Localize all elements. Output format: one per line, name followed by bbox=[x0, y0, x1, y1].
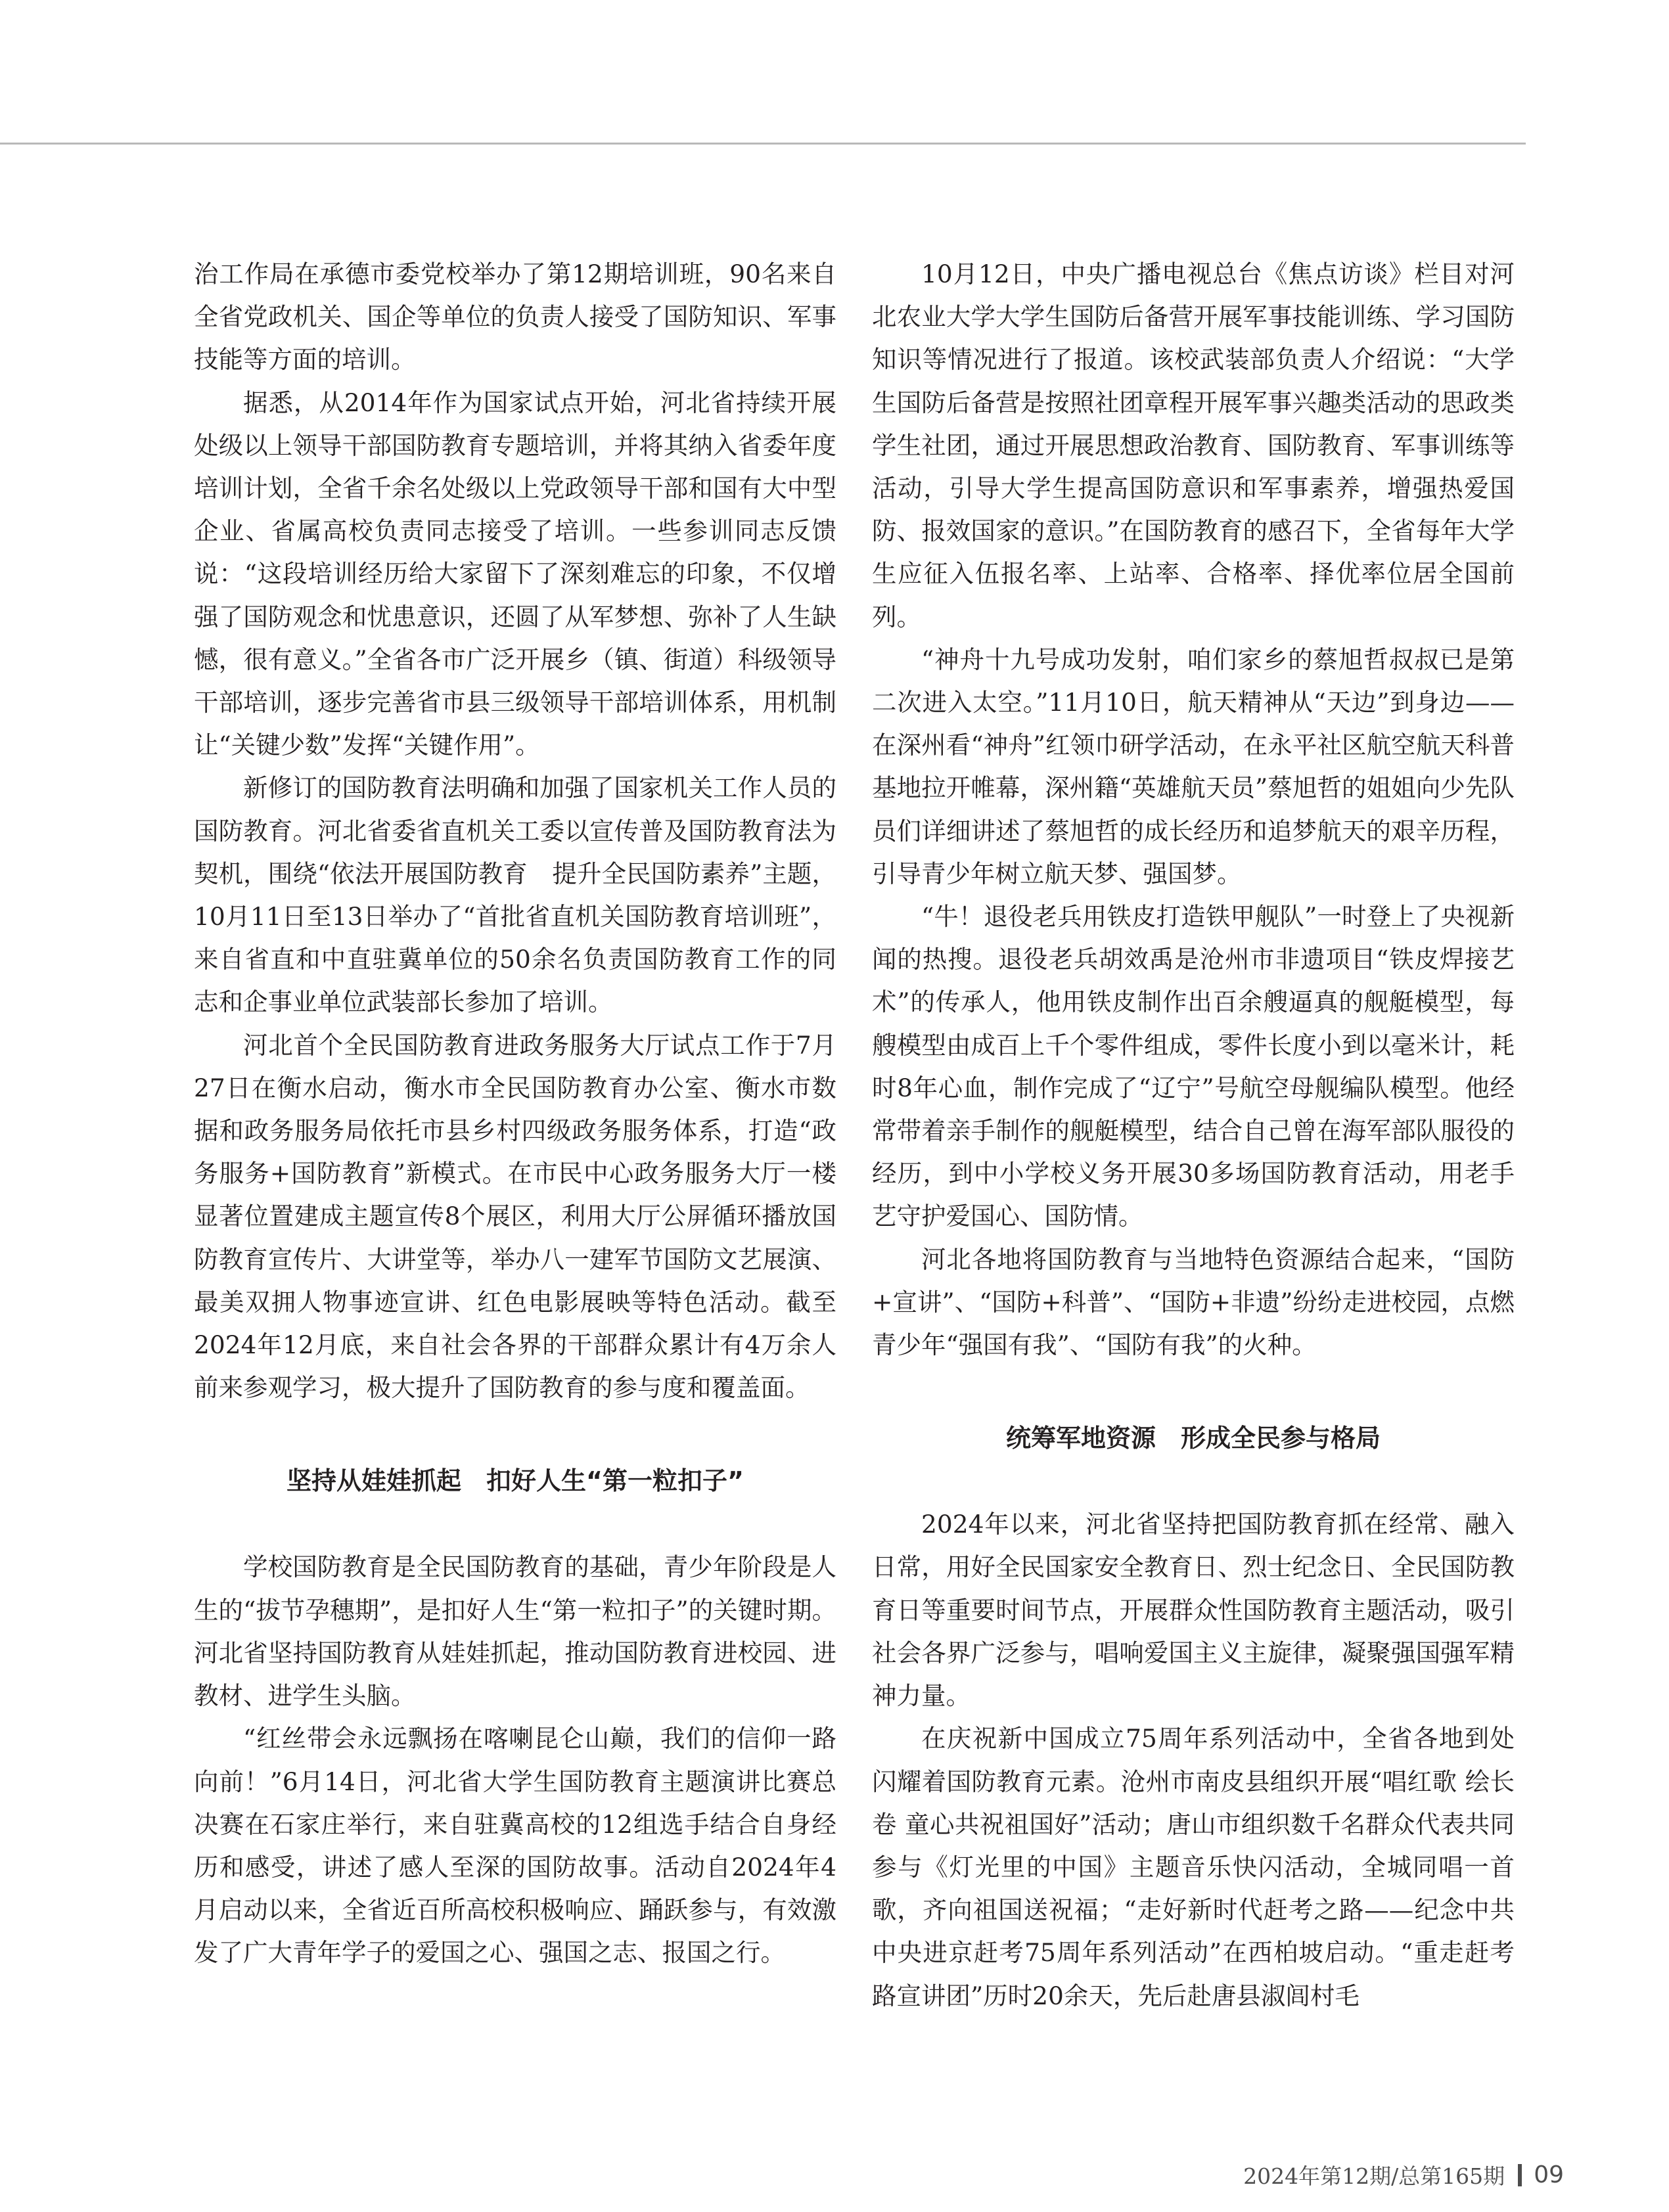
article-paragraph: 在庆祝新中国成立75周年系列活动中，全省各地到处闪耀着国防教育元素。沧州市南皮县组织开展“唱红歌 绘长卷 童心共祝祖国好”活动；唐山市组织数千名群众代表共同参与《灯光里的中国》主题音乐快闪活动，全城同唱一首歌，齐向祖国送祝福；“走好新时代赶考之路——纪念中共中央进京赶考75周年系列活动”在西柏坡启动。“重走赶考路宣讲团”历时20余天，先后赴唐县淑闾村毛 bbox=[872, 1724, 1515, 2010]
article-paragraph: 10月12日，中央广播电视总台《焦点访谈》栏目对河北农业大学大学生国防后备营开展军事技能训练、学习国防知识等情况进行了报道。该校武装部负责人介绍说：“大学生国防后备营是按照社团章程开展军事兴趣类活动的思政类学生社团，通过开展思想政治教育、国防教育、军事训练等活动，引导大学生提高国防意识和军事素养，增强热爱国防、报效国家的意识。”在国防教育的感召下，全省每年大学生应征入伍报名率、上站率、合格率、择优率位居全国前列。 bbox=[872, 260, 1515, 631]
article-paragraph: 学校国防教育是全民国防教育的基础，青少年阶段是人生的“拔节孕穗期”，是扣好人生“第一粒扣子”的关键时期。河北省坚持国防教育从娃娃抓起，推动国防教育进校园、进教材、进学生头脑。 bbox=[194, 1552, 836, 1711]
left-column bbox=[194, 253, 836, 1975]
article-paragraph: 河北各地将国防教育与当地特色资源结合起来，“国防+宣讲”、“国防+科普”、“国防+非遗”纷纷走进校园，点燃青少年“强国有我”、“国防有我”的火种。 bbox=[872, 1244, 1515, 1360]
article-paragraph: 新修订的国防教育法明确和加强了国家机关工作人员的国防教育。河北省委省直机关工委以宣传普及国防教育法为契机，围绕“依法开展国防教育 提升全民国防素养”主题，10月11日至13日举办了“首批省直机关国防教育培训班”，来自省直和中直驻冀单位的50余名负责国防教育工作的同志和企事业单位武装部长参加了培训。 bbox=[194, 773, 836, 1017]
section-heading: 坚持从娃娃抓起 扣好人生“第一粒扣子” bbox=[286, 1466, 744, 1496]
footer-divider bbox=[1518, 2164, 1522, 2186]
article-paragraph: 治工作局在承德市委党校举办了第12期培训班，90名来自全省党政机关、国企等单位的负责人接受了国防知识、军事技能等方面的培训。 bbox=[194, 260, 836, 374]
article-paragraph: 2024年以来，河北省坚持把国防教育抓在经常、融入日常，用好全民国家安全教育日、烈士纪念日、全民国防教育日等重要时间节点，开展群众性国防教育主题活动，吸引社会各界广泛参与，唱响爱国主义主旋律，凝聚强国强军精神力量。 bbox=[872, 1510, 1515, 1711]
page-number: 09 bbox=[1534, 2161, 1564, 2188]
section-heading: 统筹军地资源 形成全民参与格局 bbox=[1005, 1424, 1381, 1453]
article-paragraph: 河北首个全民国防教育进政务服务大厅试点工作于7月27日在衡水启动，衡水市全民国防教育办公室、衡水市数据和政务服务局依托市县乡村四级政务服务体系，打造“政务服务+国防教育”新模式。在市民中心政务服务大厅一楼显著位置建成主题宣传8个展区，利用大厅公屏循环播放国防教育宣传片、大讲堂等，举办八一建军节国防文艺展演、最美双拥人物事迹宣讲、红色电影展映等特色活动。截至2024年12月底，来自社会各界的干部群众累计有4万余人前来参观学习，极大提升了国防教育的参与度和覆盖面。 bbox=[194, 1030, 836, 1403]
page-footer bbox=[1243, 2159, 1564, 2190]
issue-label: 2024年第12期/总第165期 bbox=[1243, 2163, 1505, 2189]
article-paragraph: 据悉，从2014年作为国家试点开始，河北省持续开展处级以上领导干部国防教育专题培训，并将其纳入省委年度培训计划，全省千余名处级以上党政领导干部和国有大中型企业、省属高校负责同志接受了培训。一些参训同志反馈说：“这段培训经历给大家留下了深刻难忘的印象，不仅增强了国防观念和忧患意识，还圆了从军梦想、弥补了人生缺憾，很有意义。”全省各市广泛开展乡（镇、街道）科级领导干部培训，逐步完善省市县三级领导干部培训体系，用机制让“关键少数”发挥“关键作用”。 bbox=[194, 388, 836, 760]
article-paragraph: “牛！退役老兵用铁皮打造铁甲舰队”一时登上了央视新闻的热搜。退役老兵胡效禹是沧州市非遗项目“铁皮焊接艺术”的传承人，他用铁皮制作出百余艘逼真的舰艇模型，每艘模型由成百上千个零件组成，零件长度小到以毫米计，耗时8年心血，制作完成了“辽宁”号航空母舰编队模型。他经常带着亲手制作的舰艇模型，结合自己曾在海军部队服役的经历，到中小学校义务开展30多场国防教育活动，用老手艺守护爱国心、国防情。 bbox=[872, 902, 1515, 1231]
article-paragraph: “神舟十九号成功发射，咱们家乡的蔡旭哲叔叔已是第二次进入太空。”11月10日，航天精神从“天边”到身边——在深州看“神舟”红领巾研学活动，在永平社区航空航天科普基地拉开帷幕，深州籍“英雄航天员”蔡旭哲的姐姐向少先队员们详细讲述了蔡旭哲的成长经历和追梦航天的艰辛历程，引导青少年树立航天梦、强国梦。 bbox=[872, 644, 1515, 888]
article-paragraph: “红丝带会永远飘扬在喀喇昆仑山巅，我们的信仰一路向前！”6月14日，河北省大学生国防教育主题演讲比赛总决赛在石家庄举行，来自驻冀高校的12组选手结合自身经历和感受，讲述了感人至深的国防故事。活动自2024年4月启动以来，全省近百所高校积极响应、踊跃参与，有效激发了广大青年学子的爱国之心、强国之志、报国之行。 bbox=[194, 1724, 836, 1968]
right-column bbox=[872, 253, 1515, 2018]
header-rule bbox=[0, 143, 1526, 145]
